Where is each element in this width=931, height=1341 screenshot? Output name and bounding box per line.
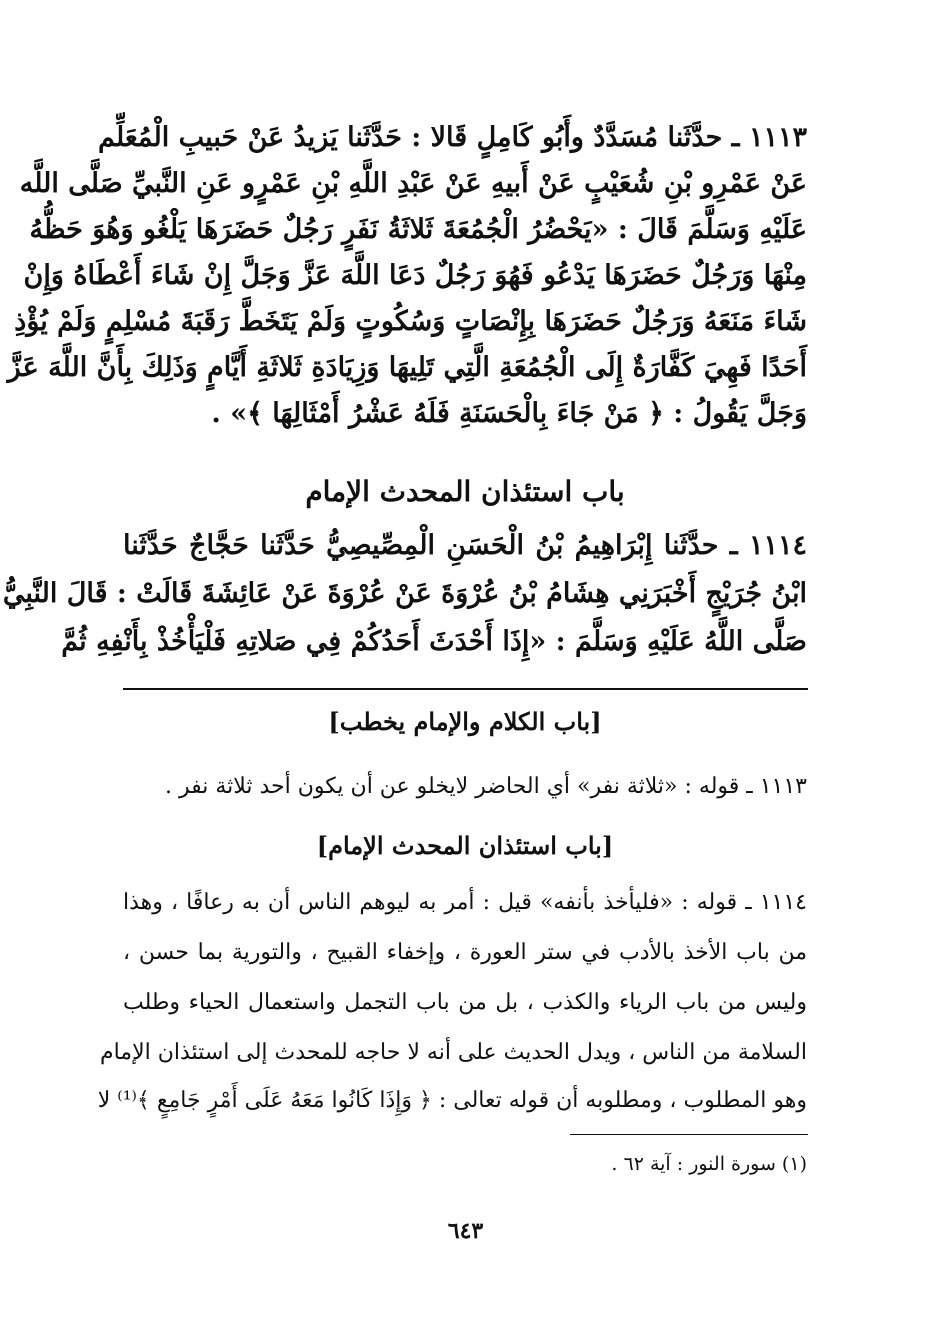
text-line: عَلَيْهِ وَسَلَّمَ قَالَ : «يَحْضُرُ الْجُمُعَةَ ثَلاثَةُ نَفَرٍ رَجُلٌ حَضَرَهَا يَلْغُو وَهُوَ حَظُّهُ xyxy=(29,214,807,245)
text-line: ١١١٣ ـ قوله : «ثلاثة نفر» أي الحاضر لايخلو عن أن يكون أحد ثلاثة نفر . xyxy=(164,774,807,799)
section-heading: باب استئذان المحدث الإمام xyxy=(305,475,625,508)
separator-rule xyxy=(123,688,808,690)
text-line: مِنْهَا وَرَجُلٌ حَضَرَهَا يَدْعُو فَهُوَ رَجُلٌ دَعَا اللَّهَ عَزَّ وَجَلَّ إِنْ شَاءَ أَعْطَاهُ وَإِنْ xyxy=(23,260,807,291)
commentary-heading: [باب استئذان المحدث الإمام] xyxy=(316,831,614,860)
text-line: صَلَّى اللَّهُ عَلَيْهِ وَسَلَّمَ : «إِذَا أَحْدَثَ أَحَدُكُمْ فِي صَلاتِهِ فَلْيَأْخُذْ بِأَنْفِهِ ثُمَّ xyxy=(61,626,807,657)
text-line: من باب الأخذ بالأدب في ستر العورة ، وإخفاء القبيح ، والتورية بما حسن ، xyxy=(123,940,807,965)
text-line: ١١١٣ ـ حدَّثَنا مُسَدَّدٌ وأَبُو كَامِلٍ قَالا : حَدَّثَنا يَزيدُ عَنْ حَبيبِ الْمُعَلِّم xyxy=(98,122,807,153)
text-line: أَحَدًا فَهِيَ كَفَّارَةٌ إِلَى الْجُمُعَةِ الَّتِي تَلِيهَا وَزِيَادَةِ ثَلاثَةِ أَيَّامٍ وَذَلِكَ بِأَنَّ اللَّهَ عَزَّ xyxy=(7,352,807,383)
commentary-heading: [باب الكلام والإمام يخطب] xyxy=(328,707,602,736)
text-line: ١١١٤ ـ قوله : «فليأخذ بأنفه» قيل : أمر به ليوهم الناس أن به رعافًا ، وهذا xyxy=(123,890,807,915)
text-line: عَنْ عَمْرِو بْنِ شُعَيْبٍ عَنْ أَبيهِ عَنْ عَبْدِ اللَّهِ بْنِ عَمْرٍو عَنِ النَّبيِّ صَلَّى اللَّه xyxy=(19,168,807,199)
text-line: وهو المطلوب ، ومطلوبه أن قوله تعالى : ﴿ وَإِذَا كَانُوا مَعَهُ عَلَى أَمْرٍ جَامِعٍ ﴾⁽¹⁾ لا xyxy=(97,1088,807,1113)
text-line: وليس من باب الرياء والكذب ، بل من باب التجمل واستعمال الحياء وطلب xyxy=(123,990,807,1015)
text-line: شَاءَ مَنَعَهُ وَرَجُلٌ حَضَرَهَا بِإِنْصَاتٍ وَسُكُوتٍ وَلَمْ يَتَخَطَّ رَقَبَةَ مُسْلِمٍ وَلَمْ يُؤْذِ xyxy=(14,306,807,337)
text-line: وَجَلَّ يَقُولُ : ﴿ مَنْ جَاءَ بِالْحَسَنَةِ فَلَهُ عَشْرُ أَمْثَالِهَا ﴾» . xyxy=(211,398,807,429)
text-line: ١١١٤ ـ حدَّثَنا إِبْرَاهِيمُ بْنُ الْحَسَنِ الْمِصِّيصِيُّ حَدَّثَنا حَجَّاجٌ حَدَّثَنا xyxy=(123,530,807,561)
text-line: السلامة من الناس ، ويدل الحديث على أنه لا حاجه للمحدث إلى استئذان الإمام xyxy=(99,1040,807,1065)
page-number: ٦٤٣ xyxy=(447,1218,484,1244)
footnote: (١) سورة النور : آية ٦٢ . xyxy=(611,1153,807,1175)
text-line: ابْنُ جُرَيْجٍ أَخْبَرَنِي هِشَامُ بْنُ عُرْوَةَ عَنْ عُرْوَةَ عَنْ عَائِشَةَ قَالَتْ : قَالَ النَّبِيُّ xyxy=(2,578,807,609)
footnote-rule xyxy=(570,1134,808,1135)
